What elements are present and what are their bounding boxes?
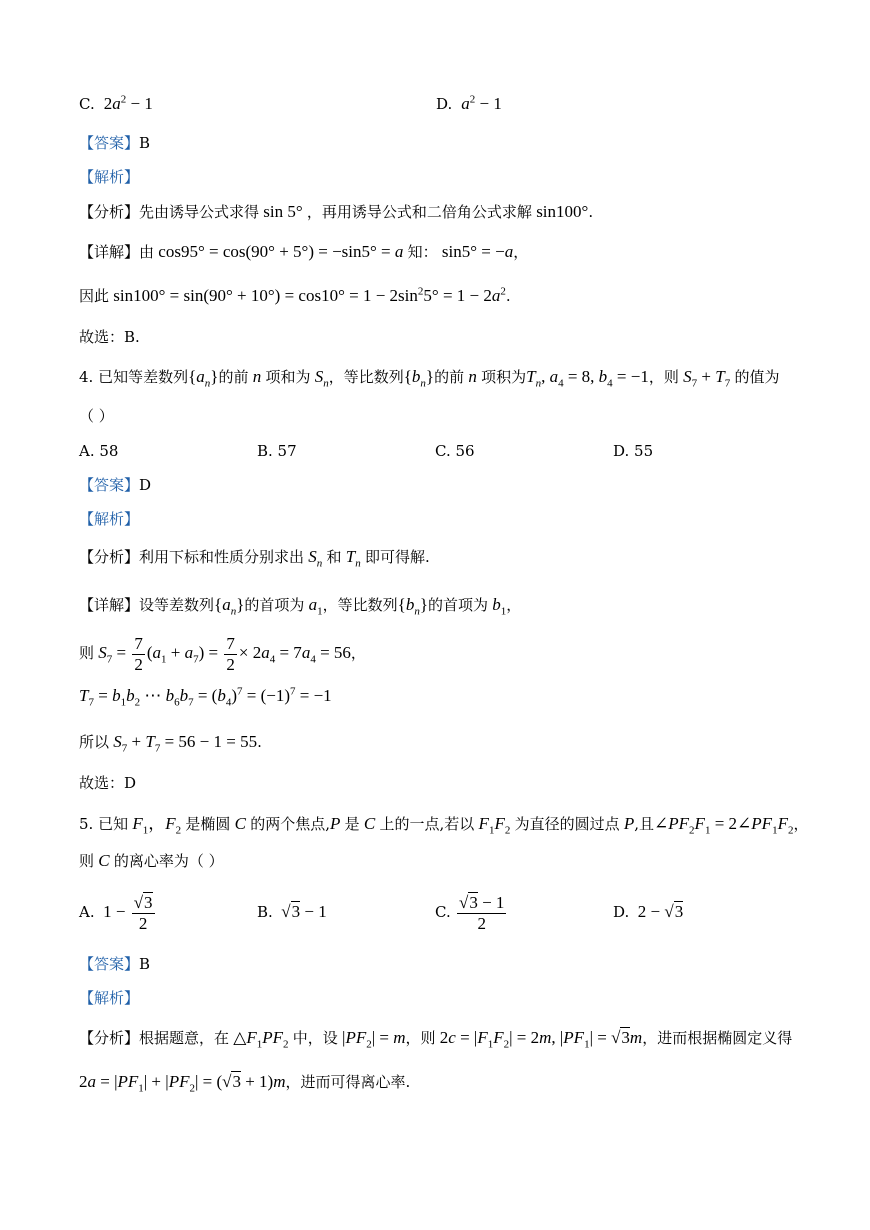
text: 的两个焦点, [250, 815, 331, 833]
text: 中，设 [292, 1029, 338, 1047]
answer-tag: 【答案】 [79, 955, 140, 973]
option-label: A. [79, 903, 95, 921]
q5-option-a: A. 1 − $\frac{√3}{2}$ [79, 892, 153, 933]
text: 的前 [218, 368, 249, 386]
math-expression: sin5° = −a [437, 242, 514, 261]
text: 项积为 [481, 368, 527, 386]
math-expression: sin100° [531, 202, 589, 221]
option-label: D. [436, 95, 453, 113]
text: 知： [407, 243, 438, 261]
text: 则 [79, 644, 95, 662]
option-label: D. [613, 903, 630, 921]
q4-stem: 4. 已知等差数列$\{a_n\}$的前 n 项和为 $S_n$，等比数列$\{b_n\}$的前 n 项积为$T_n$, $a_4 = 8$, $b_4 = -1$，则 $S_7 + T_7$ 的值为 [79, 367, 780, 390]
q4-option-a: A. 58 [79, 442, 119, 460]
fraction: $\frac{√3}{2}$ [133, 892, 153, 933]
text: ，则 [405, 1029, 436, 1047]
answer-value: B [139, 134, 151, 152]
math-expression: $\{a_n\}$ [188, 367, 219, 390]
q4-product-formula: $T_7 = b_1b_2$ ⋯ $b_6b_7 = (b_4)^7 = (-1)^7 = -1$ [79, 685, 332, 709]
text: 5. 已知 [79, 815, 129, 833]
q5-stem-line2: 则 C 的离心率为（ ） [79, 851, 224, 870]
q3-answer [79, 132, 150, 154]
math-expression: cos95° = cos(90° + 5°) = −sin5° = a [154, 242, 404, 261]
text: 先由诱导公式求得 [139, 203, 260, 221]
fraction: $\frac{√3 - 1}{2}$ [458, 892, 505, 933]
text: ，再用诱导公式和二倍角公式求解 [306, 203, 532, 221]
text: 所以 [79, 733, 110, 751]
text: 是 [344, 815, 360, 833]
text: 的离心率为（ ） [113, 852, 224, 870]
q4-option-d: D. 55 [613, 442, 654, 460]
answer-value: D [139, 476, 152, 494]
text: ，等比数列 [322, 596, 398, 614]
text: 的值为 [734, 368, 780, 386]
analysis-tag: 【解析】 [79, 510, 140, 528]
q4-choose: 故选：D [79, 774, 137, 792]
q4-sum-formula: 则 $S_7$ = $\frac{7}{2}$ $(a_1 + a_7)$ = $\frac{7}{2}$ × $2a_4 = 7a_4 = 56$， [79, 633, 366, 674]
text: 是椭圆 [185, 815, 231, 833]
math-expression: $a^2 - 1$ [461, 93, 502, 113]
answer-tag: 【答案】 [79, 134, 140, 152]
text: 的前 [434, 368, 465, 386]
q5-answer [79, 953, 150, 975]
math-expression: sin 5° [259, 202, 307, 221]
brief-tag: 【分析】 [79, 548, 140, 566]
brief-tag: 【分析】 [79, 1029, 140, 1047]
text: 和 [326, 548, 342, 566]
q4-answer [79, 474, 151, 496]
q5-option-c [435, 891, 508, 934]
q3-therefore: 因此 $\sin 100^\circ = \sin(90^\circ + 10^\circ) = \cos 10^\circ = 1 - 2\sin^25^\circ = 1 - 2a^2$. [79, 285, 511, 305]
brief-tag: 【分析】 [79, 203, 140, 221]
text: ，等比数列 [328, 368, 404, 386]
q4-so: 所以 $S_7 + T_7 = 56 - 1 = 55$. [79, 732, 262, 755]
detail-tag: 【详解】 [79, 243, 140, 261]
q5-brief: 【分析】根据题意，在 $\triangle F_1PF_2$ 中，设 $|PF_2| = m$，则 $2c = |F_1F_2| = 2m$, $|PF_1| = √3m$，进而根据椭圆定义得 [79, 1028, 793, 1051]
text: 设等差数列 [139, 596, 215, 614]
q5-option-d: D. 2 − √3 [613, 902, 684, 921]
q4-option-b: B. 57 [257, 442, 297, 460]
text: 即可得解. [365, 548, 430, 566]
text: 的首项为 [428, 596, 489, 614]
q4-analysis-heading [79, 508, 139, 530]
fraction: $\frac{7}{2}$ [226, 633, 235, 674]
option-label: C. [79, 95, 95, 113]
math-expression: $\sin 100^\circ = \sin(90^\circ + 10^\circ) = \cos 10^\circ = 1 - 2\sin^25^\circ = 1 - 2a^2$ [109, 285, 506, 305]
text: 为直径的圆过点 [514, 815, 620, 833]
q3-brief: 【分析】先由诱导公式求得 sin 5° ，再用诱导公式和二倍角公式求解 sin100°. [79, 202, 594, 221]
text: 上的一点,若以 [379, 815, 475, 833]
q3-option-c [79, 93, 153, 115]
text: 因此 [79, 287, 110, 305]
option-label: C. [435, 903, 451, 921]
q4-detail: 【详解】设等差数列$\{a_n\}$的首项为 $a_1$，等比数列$\{b_n\}$的首项为 $b_1$， [79, 595, 522, 618]
q3-option-d [436, 93, 502, 115]
text: 根据题意，在 [139, 1029, 230, 1047]
answer-value: B [139, 955, 151, 973]
text: 利用下标和性质分别求出 [139, 548, 305, 566]
text: 则 [79, 852, 95, 870]
text: 项和为 [265, 368, 311, 386]
text: 4. 已知等差数列 [79, 368, 189, 386]
q3-analysis-heading [79, 166, 139, 188]
q5-stem: 5. 已知 $F_1$，$F_2$ 是椭圆 C 的两个焦点,P 是 C 上的一点,若以 $F_1F_2$ 为直径的圆过点 P,且$\angle PF_2F_1$ = $2\angle PF_1F_2$， [79, 814, 809, 837]
answer-tag: 【答案】 [79, 476, 140, 494]
q5-analysis-heading [79, 987, 139, 1009]
detail-tag: 【详解】 [79, 596, 140, 614]
text: 的首项为 [244, 596, 305, 614]
analysis-tag: 【解析】 [79, 168, 140, 186]
text: ,且 [634, 815, 655, 833]
option-label: B. [257, 903, 273, 921]
analysis-tag: 【解析】 [79, 989, 140, 1007]
q3-detail: 【详解】由 cos95° = cos(90° + 5°) = −sin5° = a 知： sin5° = −a， [79, 242, 529, 261]
q4-paren: （ ） [79, 407, 114, 425]
q3-choose: 故选：B. [79, 328, 140, 346]
text: 由 [139, 243, 155, 261]
q4-brief: 【分析】利用下标和性质分别求出 $S_n$ 和 $T_n$ 即可得解. [79, 547, 430, 570]
text: ，进而根据椭圆定义得 [642, 1029, 793, 1047]
fraction: $\frac{7}{2}$ [134, 633, 143, 674]
text: ，进而可得离心率. [285, 1073, 411, 1091]
q4-option-c: C. 56 [435, 442, 475, 460]
q5-brief-line2: $2a = |PF_1| + |PF_2| = (√3 + 1)m$，进而可得离心率. [79, 1072, 411, 1095]
text: ，则 [648, 368, 679, 386]
q5-option-b: B. √3 − 1 [257, 902, 327, 921]
math-expression: $2a^2 - 1$ [99, 93, 153, 113]
